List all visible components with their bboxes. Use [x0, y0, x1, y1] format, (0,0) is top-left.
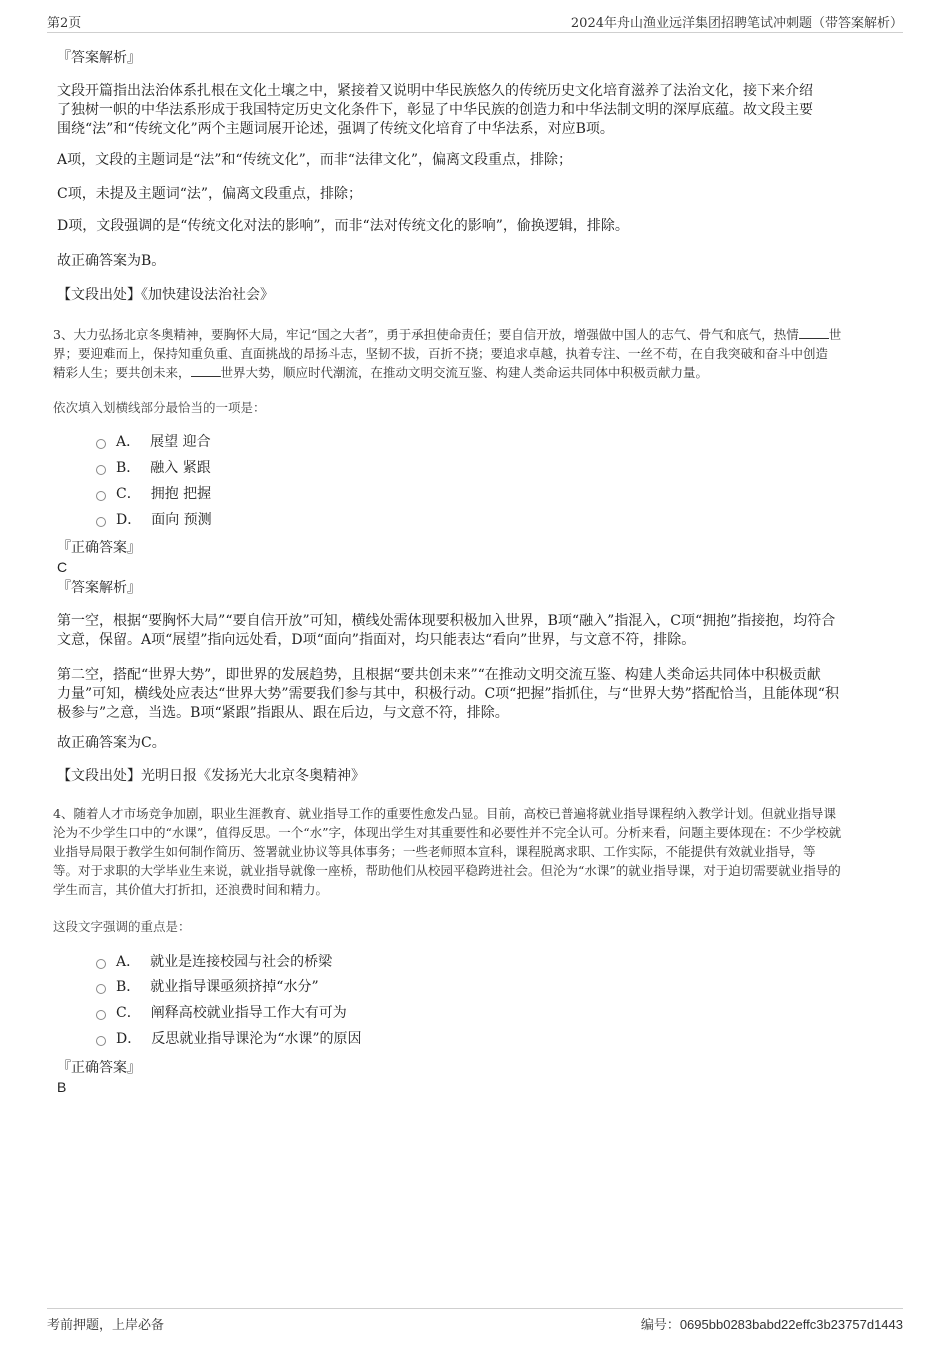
page-footer	[47, 1308, 903, 1333]
text-line: 界；要迎难而上，保持知重负重、直面挑战的昂扬斗志，坚韧不拔，百折不挠；要追求卓越，执着专注、一丝不苟，在自我突破和奋斗中创造	[53, 346, 829, 361]
q4-correct-answer-label: 『正确答案』	[57, 1060, 141, 1076]
q3-source: 【文段出处】光明日报《发扬光大北京冬奥精神》	[57, 768, 365, 784]
radio-button-icon[interactable]	[96, 959, 106, 969]
q3-conclusion: 故正确答案为C。	[57, 735, 166, 751]
q4-option-a[interactable]: A． 就业是连接校园与社会的桥梁	[96, 952, 332, 972]
q2-analysis-paragraph-2: A项，文段的主题词是“法”和“传统文化”，而非“法律文化”，偏离文段重点，排除；	[57, 152, 573, 168]
text-line: 等。对于求职的大学毕业生来说，就业指导就像一座桥，帮助他们从校园平稳跨进社会。但沦为“水课”的就业指导课，对于迫切需要就业指导的	[53, 863, 841, 878]
radio-button-icon[interactable]	[96, 517, 106, 527]
radio-button-icon[interactable]	[96, 1036, 106, 1046]
q2-analysis-label: 『答案解析』	[57, 50, 141, 66]
q3-correct-answer-label: 『正确答案』	[57, 540, 141, 556]
text-line: 精彩人生；要共创未来， 世界大势，顺应时代潮流，在推动文明交流互鉴、构建人类命运共同体中积极贡献力量。	[53, 365, 709, 380]
text-line: 文意，保留。A项“展望”指向远处看，D项“面向”指面对，均只能表达“看向”世界，与文意不符，排除。	[57, 632, 696, 648]
text-line: 文段开篇指出法治体系扎根在文化土壤之中，紧接着又说明中华民族悠久的传统历史文化培育滋养了法治文化，接下来介绍	[57, 83, 813, 99]
page-header	[47, 12, 903, 33]
text-line: 了独树一帜的中华法系形成于我国特定历史文化条件下，彰显了中华民族的创造力和中华法制文明的深厚底蕴。故文段主要	[57, 102, 813, 118]
q4-prompt: 这段文字强调的重点是：	[53, 919, 191, 934]
q3-option-b[interactable]: B． 融入 紧跟	[96, 458, 211, 478]
q3-prompt: 依次填入划横线部分最恰当的一项是：	[53, 400, 266, 415]
q4-option-c[interactable]: C． 阐释高校就业指导工作大有可为	[96, 1003, 347, 1023]
q2-conclusion: 故正确答案为B。	[57, 253, 166, 269]
radio-button-icon[interactable]	[96, 439, 106, 449]
q4-option-b[interactable]: B． 就业指导课亟须挤掉“水分”	[96, 977, 319, 997]
q3-correct-answer: C	[57, 559, 68, 575]
q2-source: 【文段出处】《加快建设法治社会》	[57, 287, 274, 303]
q2-analysis-paragraph-3: C项，未提及主题词“法”，偏离文段重点，排除；	[57, 186, 363, 202]
radio-button-icon[interactable]	[96, 465, 106, 475]
q3-option-c[interactable]: C． 拥抱 把握	[96, 484, 211, 504]
radio-button-icon[interactable]	[96, 1010, 106, 1020]
document-code: 编号：0695bb0283babd22effc3b23757d1443	[640, 1317, 903, 1332]
text-line: 极参与”之意，当选。B项“紧跟”指跟从、跟在后边，与文意不符，排除。	[57, 705, 509, 721]
q3-analysis-label: 『答案解析』	[57, 580, 141, 596]
fill-blank-2	[191, 364, 221, 377]
q3-option-a[interactable]: A． 展望 迎合	[96, 432, 211, 452]
radio-button-icon[interactable]	[96, 984, 106, 994]
footer-slogan: 考前押题，上岸必备	[47, 1318, 165, 1333]
q4-question-text	[53, 804, 898, 899]
text-line: 3、大力弘扬北京冬奥精神，要胸怀大局，牢记“国之大者”，勇于承担使命责任；要自信开放，增强做中国人的志气、骨气和底气，热情 世	[53, 327, 842, 342]
text-line: 业指导局限于教学生如何制作简历、签署就业协议等具体事务；一些老师照本宣科，课程脱离求职、工作实际，不能提供有效就业指导，等	[53, 844, 816, 859]
q4-correct-answer: B	[57, 1079, 67, 1095]
page-number: 第2页	[47, 16, 82, 31]
text-line: 力量”可知，横线处应表达“世界大势”需要我们参与其中，积极行动。C项“把握”指抓住，与“世界大势”搭配恰当，且能体现“积	[57, 686, 839, 702]
text-line: 第二空，搭配“世界大势”，即世界的发展趋势，且根据“要共创未来”“在推动文明交流互鉴、构建人类命运共同体中积极贡献	[57, 667, 821, 683]
q4-option-d[interactable]: D． 反思就业指导课沦为“水课”的原因	[96, 1029, 362, 1049]
q2-analysis-paragraph-4: D项，文段强调的是“传统文化对法的影响”，而非“法对传统文化的影响”，偷换逻辑，排除。	[57, 218, 629, 234]
q3-question-text	[53, 325, 898, 382]
text-line: 沦为不少学生口中的“水课”，值得反思。一个“水”字，体现出学生对其重要性和必要性并不完全认可。分析来看，问题主要体现在：不少学校就	[53, 825, 842, 840]
q3-analysis-paragraph-2	[57, 666, 897, 723]
q3-option-d[interactable]: D． 面向 预测	[96, 510, 212, 530]
document-title: 2024年舟山渔业远洋集团招聘笔试冲刺题（带答案解析）	[570, 16, 903, 31]
fill-blank-1	[799, 326, 829, 339]
q3-analysis-paragraph-1	[57, 612, 897, 650]
text-line: 4、随着人才市场竞争加剧，职业生涯教育、就业指导工作的重要性愈发凸显。目前，高校已普遍将就业指导课程纳入教学计划。但就业指导课	[53, 806, 836, 821]
radio-button-icon[interactable]	[96, 491, 106, 501]
text-line: 围绕“法”和“传统文化”两个主题词展开论述，强调了传统文化培育了中华法系，对应B项。	[57, 121, 614, 137]
q2-analysis-paragraph-1	[57, 82, 897, 139]
text-line: 学生而言，其价值大打折扣，还浪费时间和精力。	[53, 882, 329, 897]
text-line: 第一空，根据“要胸怀大局”“要自信开放”可知，横线处需体现要积极加入世界，B项“融入”指混入，C项“拥抱”指接抱，均符合	[57, 613, 836, 629]
